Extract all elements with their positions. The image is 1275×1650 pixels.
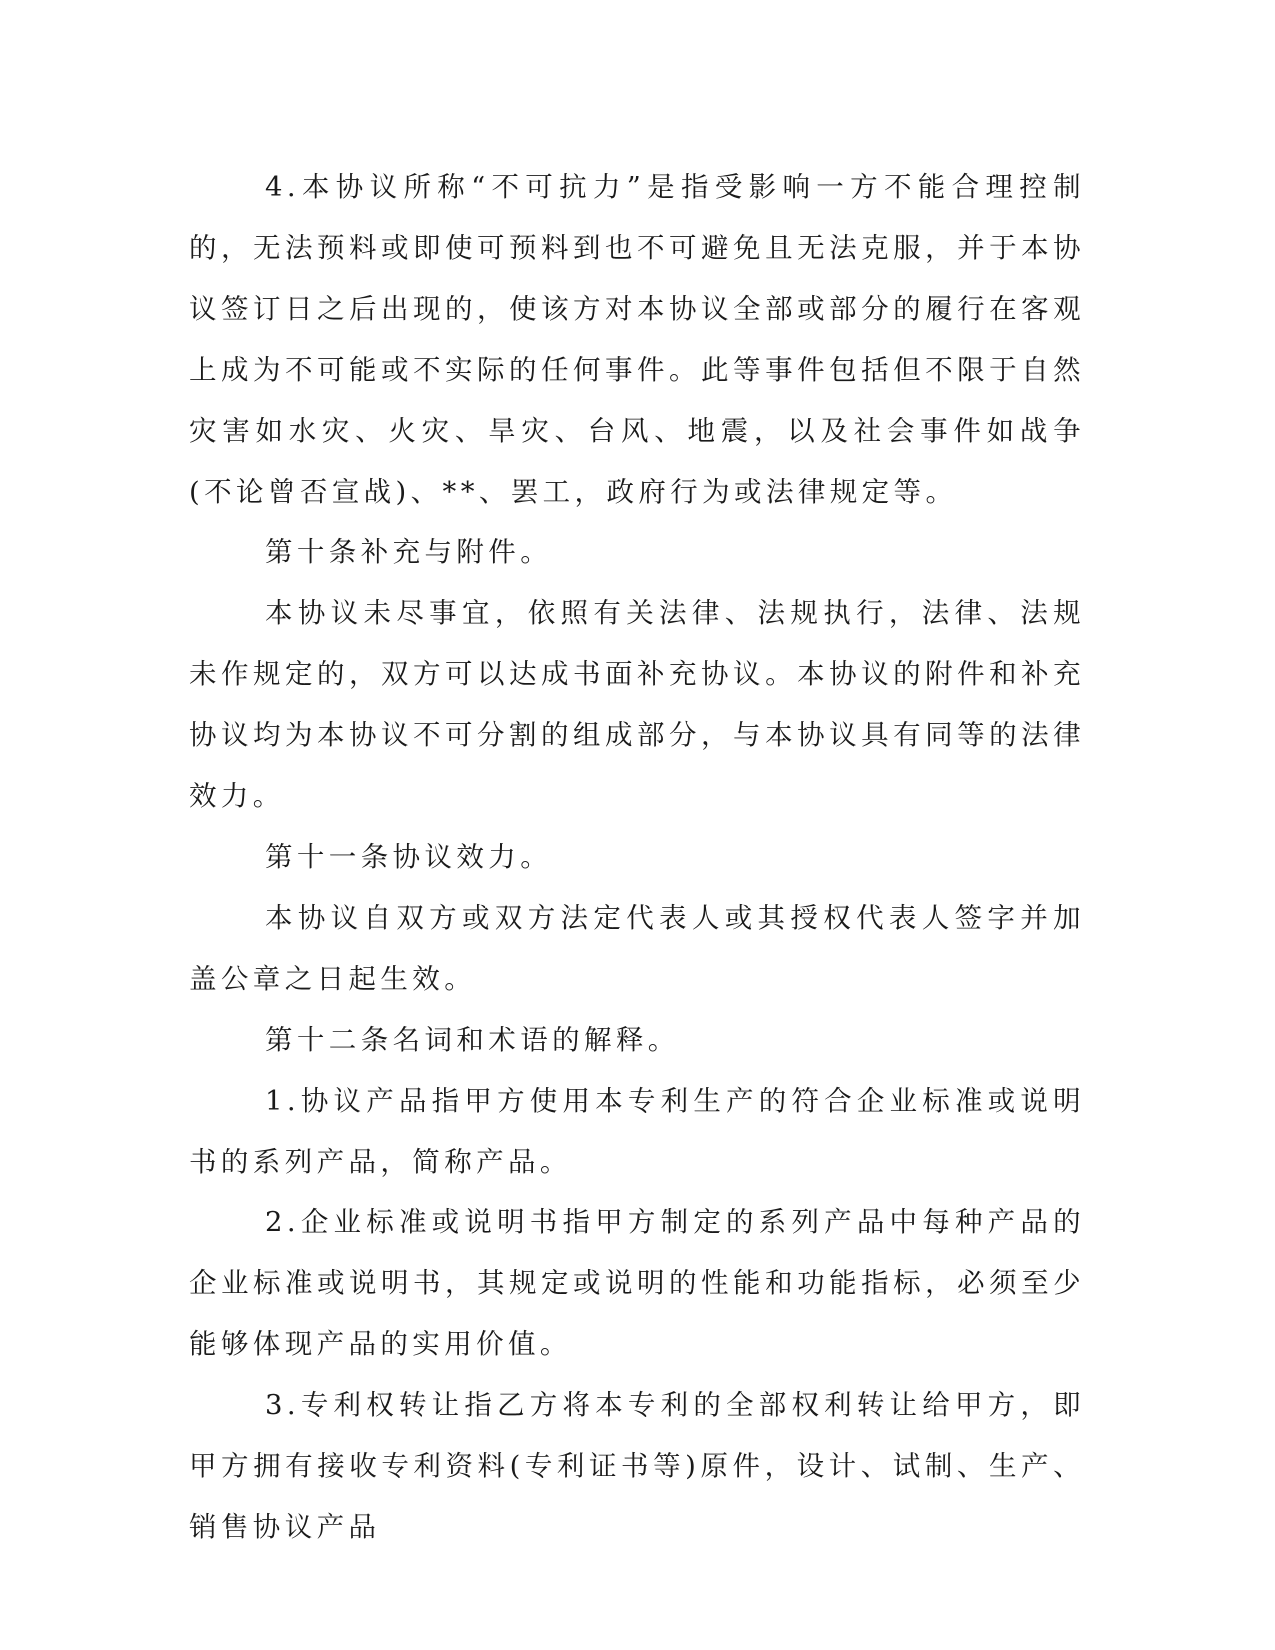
heading-article-12: 第十二条名词和术语的解释。 bbox=[265, 1023, 680, 1056]
document-body bbox=[189, 157, 1085, 1558]
paragraph-article-10-body: 本协议未尽事宜，依照有关法律、法规执行，法律、法规未作规定的，双方可以达成书面补充协议。本协议的附件和补充协议均为本协议不可分割的组成部分，与本协议具有同等的法律效力。 bbox=[189, 597, 1085, 813]
paragraph-term-1: 1.协议产品指甲方使用本专利生产的符合企业标准或说明书的系列产品，简称产品。 bbox=[189, 1084, 1085, 1178]
paragraph-term-2: 2.企业标准或说明书指甲方制定的系列产品中每种产品的企业标准或说明书，其规定或说明的性能和功能指标，必须至少能够体现产品的实用价值。 bbox=[189, 1206, 1085, 1361]
paragraph-term-3: 3.专利权转让指乙方将本专利的全部权利转让给甲方，即甲方拥有接收专利资料(专利证书等)原件，设计、试制、生产、销售协议产品 bbox=[189, 1389, 1085, 1543]
paragraph-article-11-body: 本协议自双方或双方法定代表人或其授权代表人签字并加盖公章之日起生效。 bbox=[189, 901, 1085, 995]
heading-article-11: 第十一条协议效力。 bbox=[265, 840, 553, 873]
paragraph-force-majeure-definition: 4.本协议所称“不可抗力”是指受影响一方不能合理控制的，无法预料或即使可预料到也不可避免且无法克服，并于本协议签订日之后出现的，使该方对本协议全部或部分的履行在客观上成为不可能或不实际的任何事件。此等事件包括但不限于自然灾害如水灾、火灾、旱灾、台风、地震，以及社会事件如战争(不论曾否宣战)、**、罢工，政府行为或法律规定等。 bbox=[189, 171, 1085, 508]
heading-article-10: 第十条补充与附件。 bbox=[265, 536, 553, 569]
